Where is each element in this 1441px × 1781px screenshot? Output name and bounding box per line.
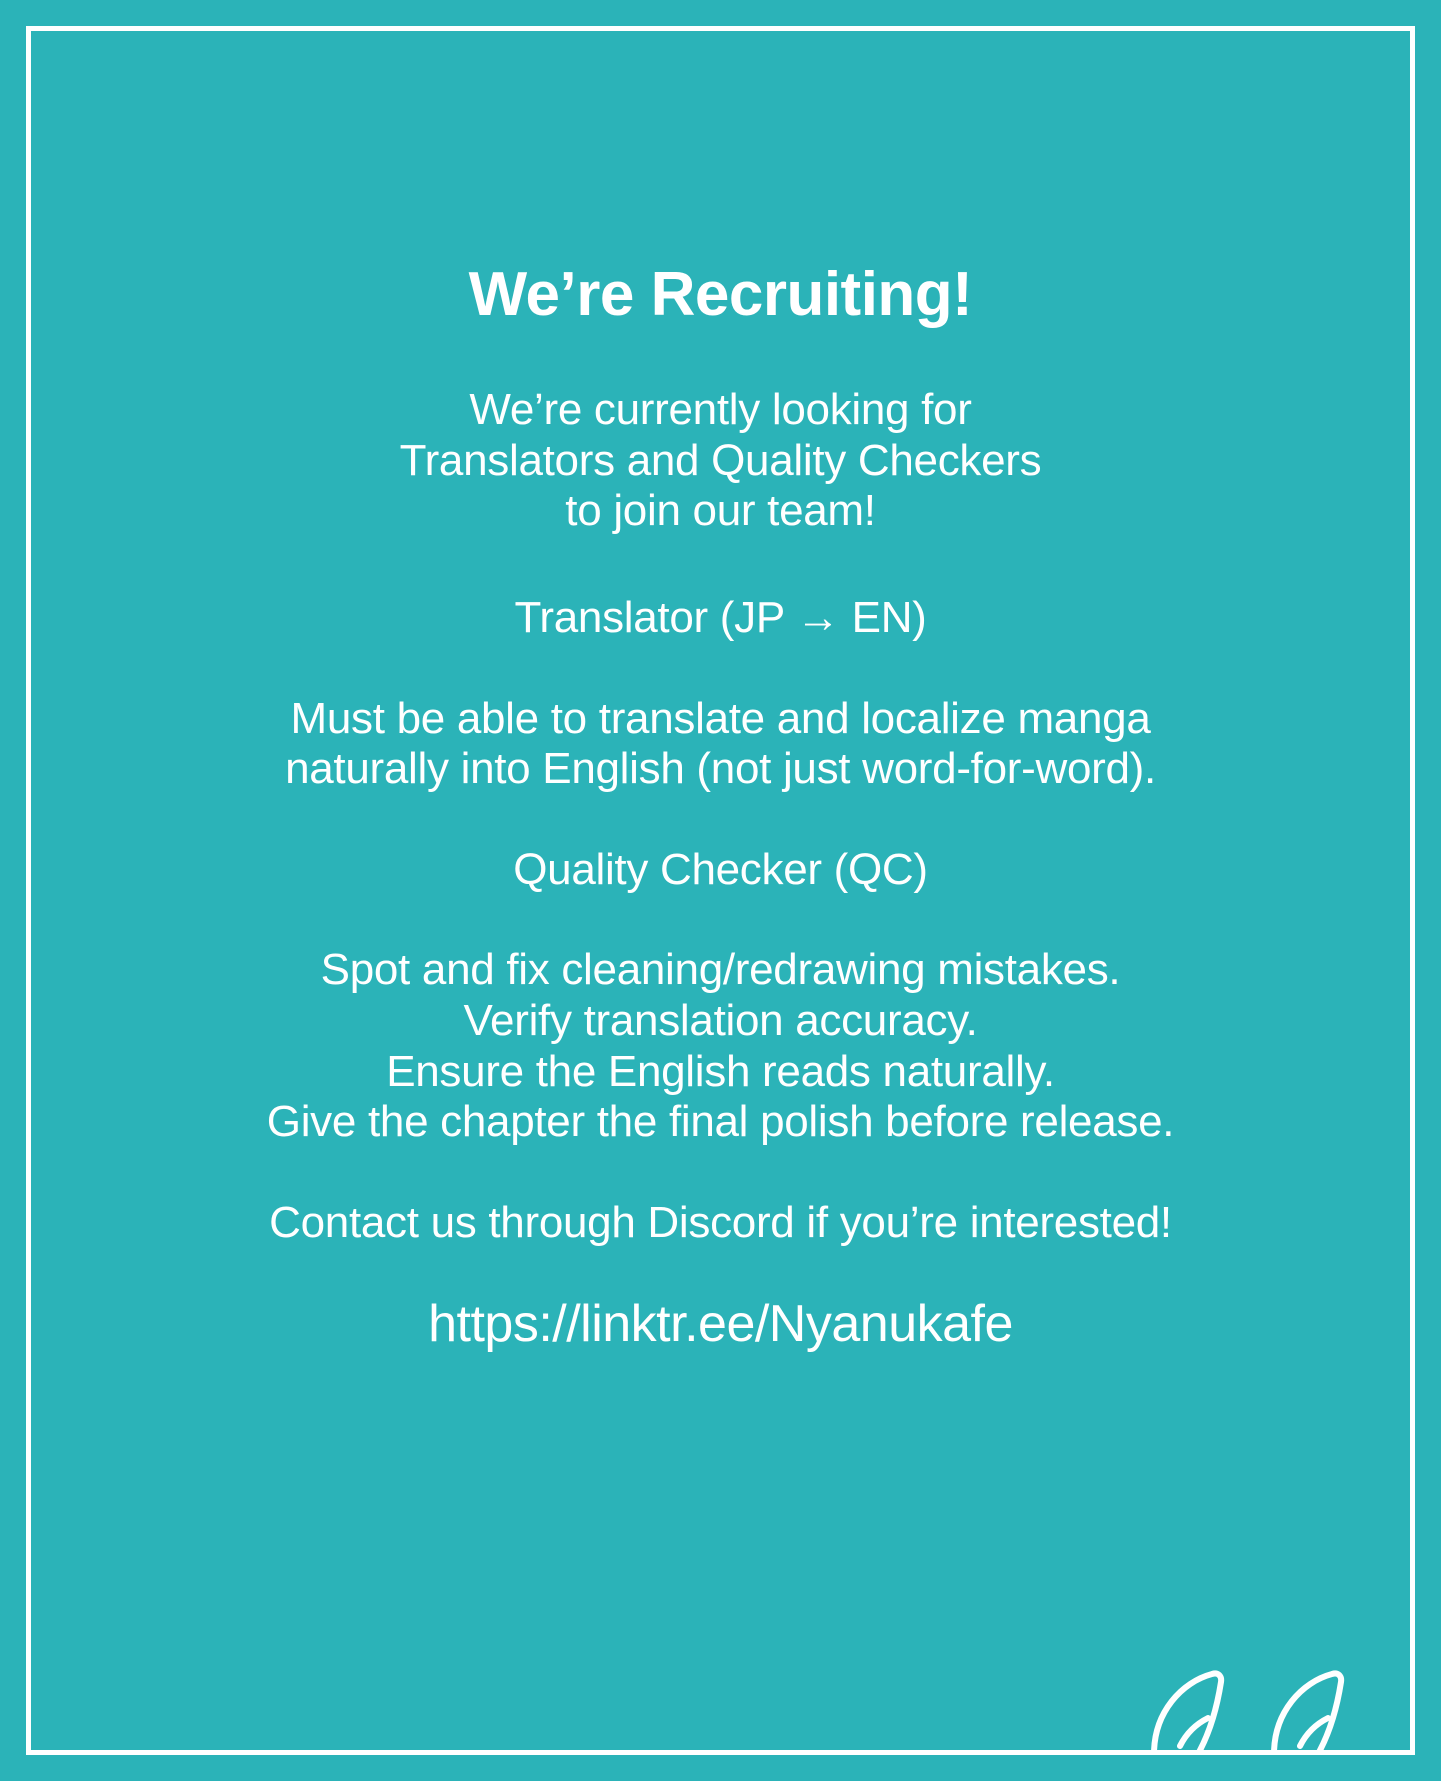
role-detail-line: Verify translation accuracy. [463, 995, 978, 1045]
intro-paragraph [31, 385, 1410, 537]
role-detail-line: naturally into English (not just word-for-word). [285, 744, 1156, 794]
linktree-link[interactable]: https://linktr.ee/Nyanukafe [428, 1295, 1013, 1354]
contact-text: Contact us through Discord if you’re interested! [269, 1197, 1172, 1247]
poster-border-frame [26, 26, 1415, 1755]
role-detail-line: Ensure the English reads naturally. [386, 1046, 1055, 1096]
spacer [31, 1148, 1410, 1198]
role-details-qc [31, 945, 1410, 1147]
intro-line-1: We’re currently looking for [469, 385, 972, 435]
role-detail-line: Must be able to translate and localize manga [290, 693, 1151, 743]
cat-ears-icon [1146, 1666, 1376, 1755]
page-title: We’re Recruiting! [468, 260, 973, 329]
intro-line-3: to join our team! [565, 486, 876, 536]
role-details-translator [31, 694, 1410, 795]
spacer [31, 537, 1410, 593]
intro-line-2: Translators and Quality Checkers [399, 435, 1042, 485]
role-title-qc: Quality Checker (QC) [513, 844, 928, 894]
role-title-translator: Translator (JP → EN) [514, 592, 927, 642]
spacer [31, 795, 1410, 845]
role-detail-line: Give the chapter the final polish before release. [266, 1097, 1175, 1147]
role-detail-line: Spot and fix cleaning/redrawing mistakes. [320, 945, 1121, 995]
spacer [31, 1248, 1410, 1294]
spacer [31, 644, 1410, 694]
spacer [31, 895, 1410, 945]
poster-content [31, 31, 1410, 1354]
